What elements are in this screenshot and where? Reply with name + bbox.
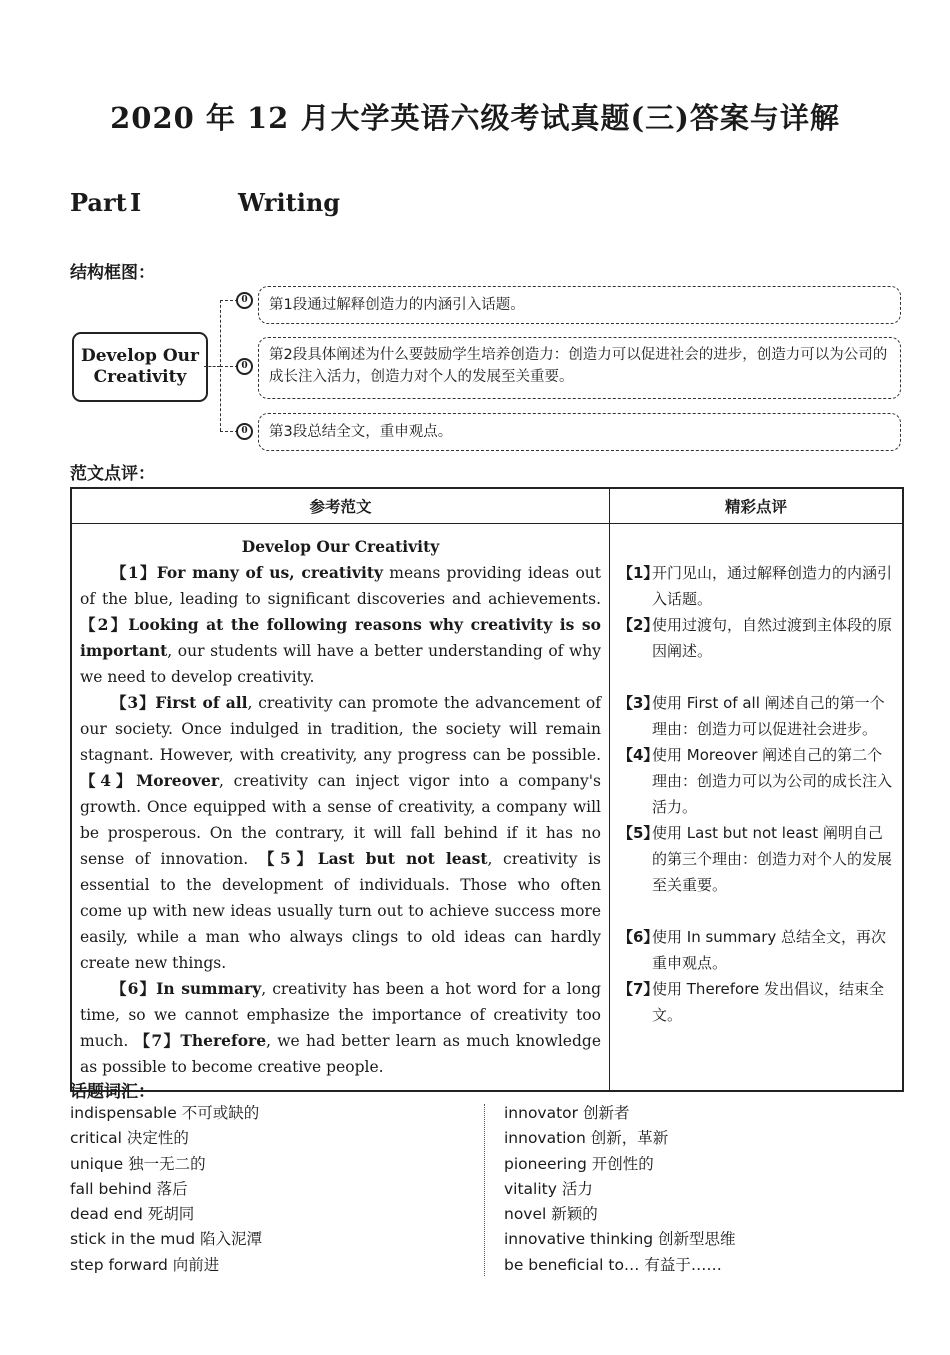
- branch-1-node-icon: 0: [236, 292, 253, 309]
- essay-paragraph-1: [80, 560, 601, 690]
- structure-heading: 结构框图：: [70, 263, 155, 283]
- highlight-3: First of all: [155, 693, 248, 712]
- sentence-6: , creativity has been a hot word for a long time, so we cannot emphasize the importance of creativity too much.: [80, 980, 602, 1050]
- vocab-item: vitality 活力: [504, 1179, 593, 1198]
- comment-text: 使用过渡句，自然过渡到主体段的原因阐述。: [652, 616, 893, 660]
- review-table: [70, 487, 904, 1092]
- vocab-item: pioneering 开创性的: [504, 1154, 654, 1173]
- marker-3: 【3】: [111, 693, 156, 712]
- sentence-4: , creativity can inject vigor into a company's growth. Once equipped with a sense of creativity, a company will be prosperous. On the contrary, it will fall behind if it has no sense of innovation.: [80, 772, 601, 868]
- branch-2-node-icon: 0: [236, 358, 253, 375]
- branch-1-text: 第1段通过解释创造力的内涵引入话题。: [269, 297, 525, 313]
- comment-item: [618, 690, 894, 742]
- vocab-item: be beneficial to… 有益于……: [504, 1255, 722, 1274]
- comment-item: [618, 924, 894, 976]
- review-heading: 范文点评：: [70, 464, 155, 484]
- highlight-5: Last but not least: [317, 849, 488, 868]
- essay-column-header: 参考范文: [71, 488, 610, 524]
- comment-number: 【7】: [618, 980, 659, 998]
- branch-1-box: [258, 286, 901, 324]
- comment-text: 使用 In summary 总结全文，再次重申观点。: [652, 928, 887, 972]
- essay-paragraph-2: [80, 690, 601, 976]
- comment-text: 使用 First of all 阐述自己的第一个理由：创造力可以促进社会进步。: [652, 694, 885, 738]
- vocab-item: innovative thinking 创新型思维: [504, 1230, 736, 1249]
- vocab-item: fall behind 落后: [70, 1179, 188, 1198]
- comment-number: 【2】: [618, 616, 659, 634]
- marker-2: 【2】: [80, 615, 129, 634]
- highlight-4: Moreover: [136, 771, 220, 790]
- comment-item: [618, 742, 894, 820]
- marker-7: 【7】: [134, 1031, 181, 1050]
- vocab-heading: 话题词汇：: [70, 1082, 155, 1102]
- comment-number: 【5】: [618, 824, 659, 842]
- vocab-item: step forward 向前进: [70, 1255, 220, 1274]
- comment-column-header: 精彩点评: [610, 488, 904, 524]
- highlight-7: Therefore: [180, 1031, 267, 1050]
- page-title: 2020 年 12 月大学英语六级考试真题(三)答案与详解: [110, 101, 840, 135]
- branch-2-text: 第2段具体阐述为什么要鼓励学生培养创造力：创造力可以促进社会的进步，创造力可以为公司的成长注入活力，创造力对个人的发展至关重要。: [269, 347, 888, 385]
- root-connector: [204, 366, 220, 367]
- vocab-item: indispensable 不可或缺的: [70, 1104, 260, 1122]
- structure-root-label: Develop Our Creativity: [81, 346, 199, 387]
- comment-number: 【1】: [618, 564, 659, 582]
- marker-5: 【5】: [258, 849, 318, 868]
- vocab-divider: [484, 1104, 485, 1276]
- vocab-item: innovation 创新，革新: [504, 1129, 669, 1148]
- marker-4: 【4】: [80, 771, 137, 790]
- essay-title: Develop Our Creativity: [241, 537, 440, 556]
- structure-root-box: [72, 332, 208, 402]
- sentence-5: , creativity is essential to the development of individuals. Those who often come up with new ideas usually turn out to achieve success more easily, while a man who always clings to old ideas can hardly create new things.: [80, 850, 601, 972]
- part-title: Writing: [238, 188, 341, 217]
- essay-cell: [71, 524, 610, 1092]
- vocab-left-list: [70, 1101, 262, 1278]
- comment-text: 开门见山，通过解释创造力的内涵引入话题。: [652, 564, 893, 608]
- sentence-7: , we had better learn as much knowledge as possible to become creative people.: [80, 1032, 601, 1076]
- comment-text: 使用 Last but not least 阐明自己的第三个理由：创造力对个人的发展至关重要。: [652, 824, 893, 894]
- highlight-2: Looking at the following reasons why creativity is so important: [80, 615, 601, 660]
- sentence-2: , our students will have a better understanding of why we need to develop creativity.: [80, 642, 601, 686]
- vocab-item: novel 新颖的: [504, 1205, 598, 1224]
- comment-number: 【3】: [618, 694, 659, 712]
- part-label: Part: [70, 188, 127, 217]
- comment-number: 【4】: [618, 746, 659, 764]
- comment-number: 【6】: [618, 928, 659, 946]
- comment-list: [610, 524, 902, 1028]
- comment-cell: [610, 524, 904, 1092]
- sentence-3: , creativity can promote the advancement of our society. Once indulged in tradition, the society will remain stagnant. However, with creativity, any progress can be possible.: [80, 694, 601, 764]
- highlight-6: In summary: [156, 979, 262, 998]
- comment-item: [618, 612, 894, 664]
- branch-3-box: [258, 413, 901, 451]
- comment-item: [618, 976, 894, 1028]
- essay-paragraph-3: [80, 976, 601, 1080]
- marker-1: 【1】: [111, 563, 157, 582]
- vocab-item: dead end 死胡同: [70, 1205, 195, 1224]
- vocab-item: unique 独一无二的: [70, 1154, 206, 1173]
- vocab-item: stick in the mud 陷入泥潭: [70, 1230, 262, 1249]
- part-numeral: I: [130, 188, 142, 217]
- branch-3-text: 第3段总结全文，重申观点。: [269, 424, 453, 440]
- comment-text: 使用 Therefore 发出倡议，结束全文。: [652, 980, 885, 1024]
- essay-text: [72, 524, 609, 1090]
- comment-text: 使用 Moreover 阐述自己的第二个理由：创造力可以为公司的成长注入活力。: [652, 746, 893, 816]
- vocab-item: critical 决定性的: [70, 1129, 189, 1148]
- comment-item: [618, 820, 894, 898]
- vocab-right-list: [504, 1101, 736, 1278]
- vocab-item: innovator 创新者: [504, 1104, 630, 1122]
- marker-6: 【6】: [111, 979, 157, 998]
- branch-2-box: [258, 337, 901, 399]
- branch-3-node-icon: 0: [236, 423, 253, 440]
- comment-item: [618, 560, 894, 612]
- highlight-1: For many of us, creativity: [156, 563, 384, 582]
- sentence-1: means providing ideas out of the blue, leading to significant discoveries and achievements.: [80, 564, 601, 608]
